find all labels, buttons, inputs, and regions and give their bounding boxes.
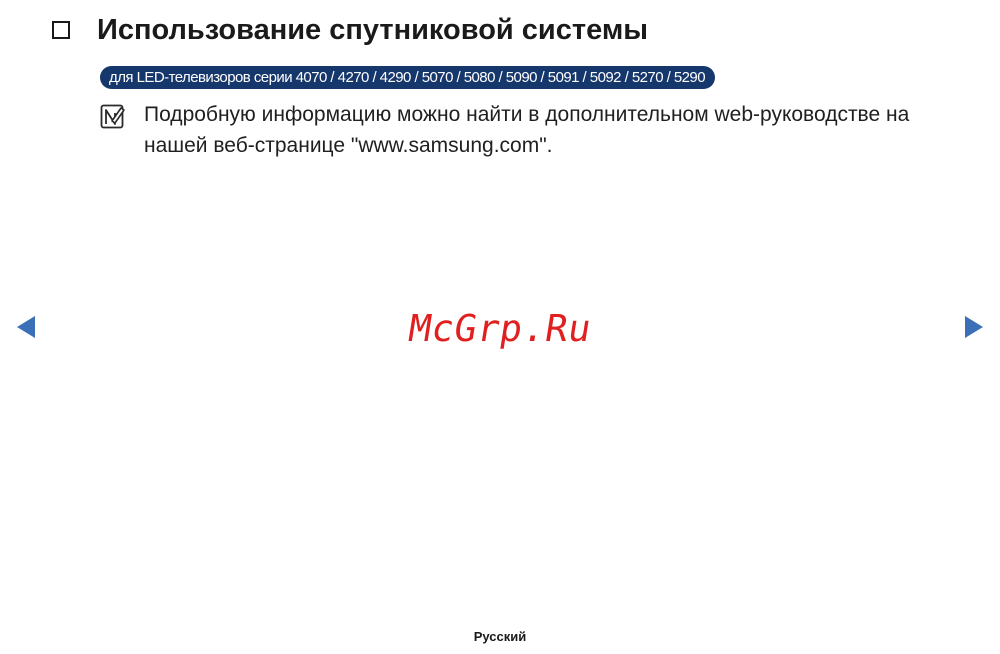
section-title: Использование спутниковой системы xyxy=(97,14,649,46)
note-icon xyxy=(100,104,126,130)
checkbox-bullet-icon xyxy=(52,21,71,40)
section-heading xyxy=(52,10,648,50)
note-text: Подробную информацию можно найти в дополнительном web-руководстве на нашей веб-странице "www.samsung.com". xyxy=(144,103,910,157)
footer-language: Русский xyxy=(473,629,527,644)
watermark: McGrp.Ru xyxy=(405,307,595,350)
models-badge: для LED-телевизоров серии 4070 / 4270 / 4290 / 5070 / 5080 / 5090 / 5091 / 5092 / 5270 / 5290 xyxy=(100,66,715,89)
